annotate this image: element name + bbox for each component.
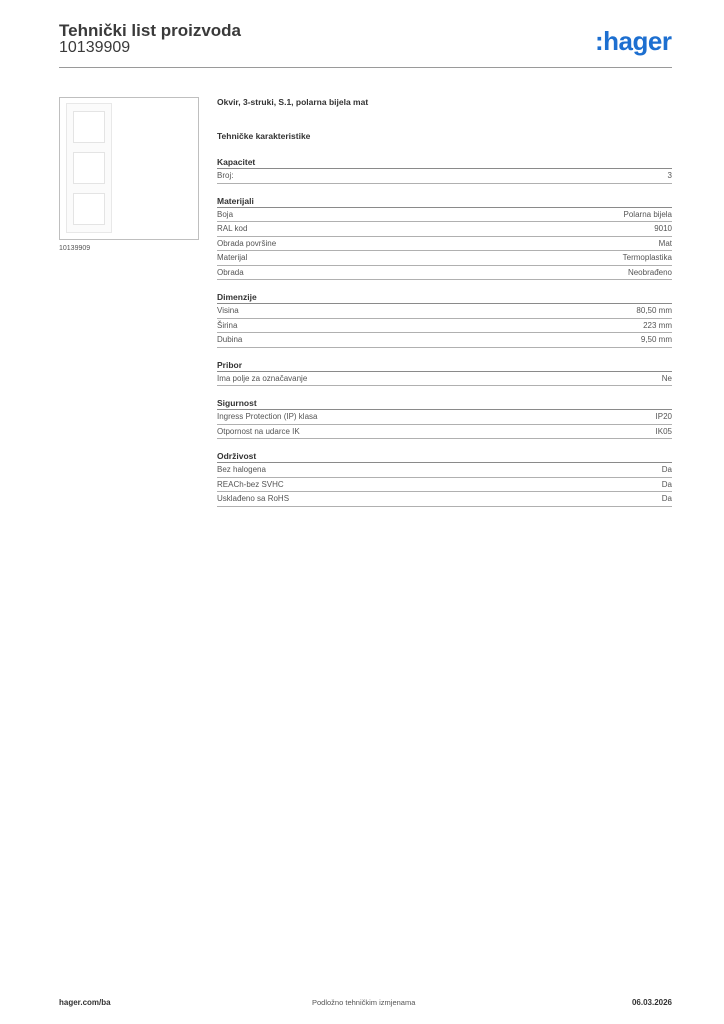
spec-value: Neobrađeno [627,267,672,277]
spec-row [217,237,672,252]
hager-logo: :hager [595,26,672,56]
specs-title: Tehničke karakteristike [217,131,311,141]
spec-label: REACh-bez SVHC [217,479,284,489]
frame-cell-middle [73,152,105,184]
spec-value: Ne [661,373,672,383]
section-gap [217,439,672,449]
page-title: Tehnički list proizvoda [59,21,241,40]
spec-label: Širina [217,320,238,330]
spec-row [217,333,672,348]
spec-row [217,304,672,319]
spec-value: Da [661,479,672,489]
spec-value: IK05 [655,426,672,436]
spec-label: Otpornost na udarce IK [217,426,300,436]
footer-date: 06.03.2026 [631,998,672,1007]
spec-label: Boja [217,209,234,219]
spec-table [217,155,672,507]
header-divider [59,67,672,68]
section-heading: Sigurnost [217,396,672,410]
spec-row [217,222,672,237]
spec-value: Da [661,465,672,474]
spec-value: IP20 [655,412,672,421]
spec-row [217,251,672,266]
section-heading: Pribor [217,358,672,372]
spec-value: Polarna bijela [623,209,672,219]
spec-row [217,266,672,281]
section-heading: Dimenzije [217,290,672,304]
spec-value: 9010 [654,224,672,233]
spec-row [217,478,672,493]
spec-label: Broj: [217,171,234,180]
spec-label: Obrada [217,267,244,277]
spec-row [217,208,672,223]
product-image [59,97,199,240]
spec-label: RAL kod [217,224,248,233]
spec-row [217,425,672,440]
product-title: Okvir, 3-struki, S.1, polarna bijela mat [217,97,369,107]
frame-cell-bottom [73,193,105,225]
footer-notice: Podložno tehničkim izmjenama [312,998,416,1007]
spec-label: Bez halogena [217,465,266,474]
spec-label: Visina [217,306,239,315]
spec-value: 9,50 mm [640,335,672,344]
spec-value: Da [661,494,672,503]
section-gap [217,348,672,358]
spec-row [217,372,672,387]
spec-value: 80,50 mm [636,306,672,315]
section-heading: Održivost [217,449,672,463]
spec-row [217,410,672,425]
frame-cell-top [73,111,105,143]
spec-label: Ima polje za označavanje [217,373,308,383]
spec-label: Usklađeno sa RoHS [217,494,290,503]
spec-value: Mat [658,238,672,248]
section-heading: Kapacitet [217,155,672,169]
section-gap [217,386,672,396]
section-heading: Materijali [217,194,672,208]
footer-website: hager.com/ba [59,998,111,1007]
image-caption: 10139909 [59,245,91,252]
spec-label: Dubina [217,335,243,344]
spec-value: 3 [667,171,672,180]
spec-value: Termoplastika [622,253,672,262]
spec-row [217,492,672,507]
spec-row [217,319,672,334]
spec-label: Ingress Protection (IP) klasa [217,412,318,421]
spec-row [217,169,672,184]
product-code: 10139909 [59,39,131,56]
spec-label: Obrada površine [217,238,277,248]
spec-row [217,463,672,478]
spec-value: 223 mm [643,320,672,330]
spec-label: Materijal [217,253,248,262]
section-gap [217,184,672,194]
frame-illustration [66,103,112,233]
section-gap [217,280,672,290]
